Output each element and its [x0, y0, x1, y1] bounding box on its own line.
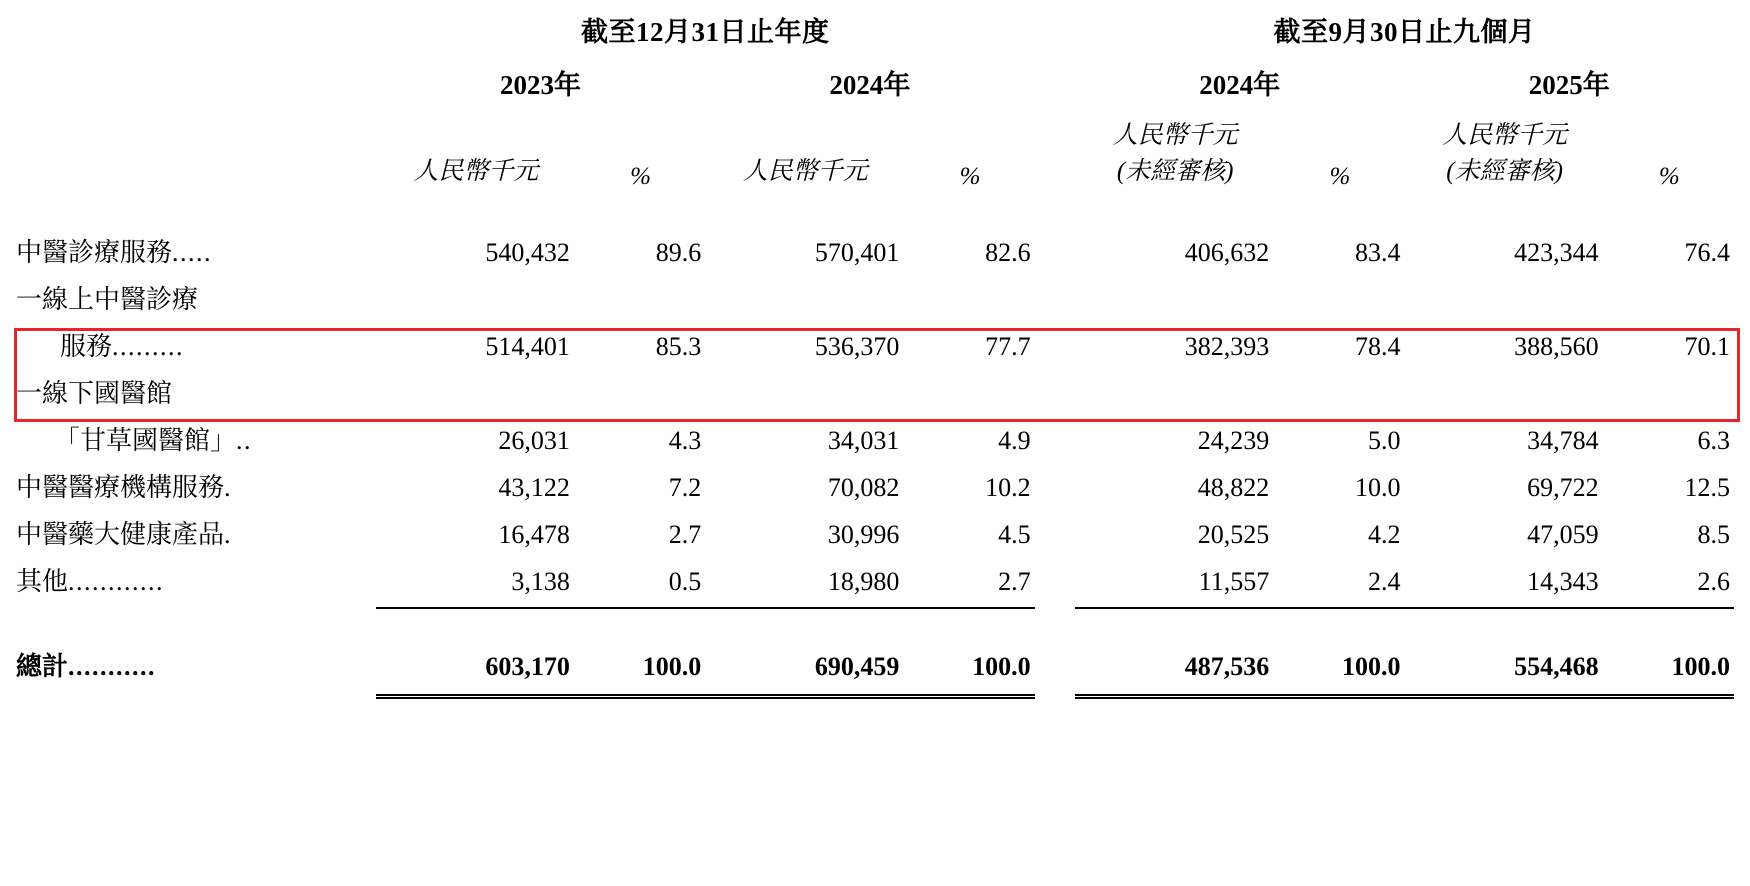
row-value: 20,525: [1197, 519, 1270, 549]
row-gap: [1035, 554, 1075, 601]
total-pct: 100.0: [972, 651, 1031, 681]
row-value: 406,632: [1184, 237, 1270, 267]
row-pct: 5.0: [1368, 425, 1401, 455]
header-pct-2023: %: [630, 162, 651, 190]
header-pct-2024-annual: %: [959, 162, 981, 190]
row-label-dots: ............: [68, 566, 165, 596]
header-unit-2024-annual: [705, 108, 905, 191]
row-value: 34,031: [827, 425, 900, 455]
row-label: [16, 225, 376, 272]
row-value: 514,401: [485, 331, 570, 361]
header-year-2024-nine: 2024年: [1199, 70, 1281, 100]
header-unit-2025-nine-main: 人民幣千元: [1442, 122, 1568, 149]
row-label-text: 一線下國醫館: [16, 378, 173, 408]
header-group-row: [16, 10, 1734, 55]
row-pct: 82.6: [985, 237, 1031, 267]
row-pct: 85.3: [655, 331, 702, 361]
row-pct: 0.5: [668, 566, 702, 596]
row-label-dots: ..: [236, 425, 253, 455]
double-rule-cell: [576, 686, 705, 699]
row-value: 18,980: [827, 566, 900, 596]
row-pct: [1605, 272, 1734, 319]
row-value: 536,370: [814, 331, 900, 361]
row-pct: 83.4: [1355, 237, 1401, 267]
double-rule-gap: [1035, 686, 1075, 699]
row-pct: 4.3: [668, 425, 702, 455]
subtotal-rule-cell: [905, 601, 1034, 609]
total-label-text: 總計: [16, 651, 69, 681]
total-label-dots: ...........: [68, 651, 157, 681]
row-label-dots: .........: [112, 331, 185, 361]
header-unit-2024-nine: [1075, 108, 1275, 191]
row-value: [1405, 366, 1605, 413]
row-gap: [1035, 460, 1075, 507]
row-label-text: 服務: [60, 331, 113, 361]
double-rule-cell: [376, 686, 576, 699]
row-value: [1075, 366, 1275, 413]
header-unit-2025-nine: [1405, 108, 1605, 191]
row-pct: 7.2: [668, 472, 702, 502]
row-pct: [1605, 366, 1734, 413]
header-unit-2024-annual-main: 人民幣千元: [742, 158, 868, 186]
header-year-row: [16, 55, 1734, 108]
subtotal-rule-spacer: [16, 601, 376, 609]
row-value: 16,478: [498, 519, 570, 549]
double-rule-cell: [1405, 686, 1605, 699]
row-label: [16, 460, 376, 507]
total-pct: 100.0: [642, 651, 702, 681]
row-pct: [905, 366, 1034, 413]
table-row: [16, 319, 1734, 366]
header-group-ninemonth: 截至9月30日止九個月: [1273, 17, 1536, 47]
header-unit-row: [16, 108, 1734, 191]
row-value: 540,432: [485, 237, 570, 267]
header-unit-2024-nine-sub: (未經審核): [1116, 158, 1234, 186]
row-label-dots: .: [224, 472, 233, 502]
double-rule-cell: [1275, 686, 1404, 699]
row-value: 423,344: [1514, 237, 1599, 267]
header-year-corner: [16, 55, 376, 108]
row-label-text: 「甘草國醫館」: [54, 425, 237, 455]
row-value: 43,122: [498, 472, 570, 502]
row-label: [16, 319, 376, 366]
total-pct: 100.0: [1671, 651, 1730, 681]
total-value: 487,536: [1184, 651, 1270, 681]
row-value: 11,557: [1198, 566, 1270, 596]
row-value: 70,082: [827, 472, 900, 502]
row-pct: 76.4: [1684, 237, 1730, 267]
subtotal-rule-row: [16, 601, 1734, 609]
double-rule-cell: [905, 686, 1034, 699]
row-label: [16, 507, 376, 554]
row-label-text: 其他: [16, 566, 69, 596]
revenue-breakdown-table: [16, 10, 1734, 699]
row-value: 570,401: [814, 237, 900, 267]
table-row: [16, 460, 1734, 507]
row-pct: 4.2: [1368, 519, 1401, 549]
total-gap: [1035, 639, 1075, 686]
row-pct: [576, 366, 705, 413]
row-value: 48,822: [1197, 472, 1270, 502]
double-rule-cell: [1605, 686, 1734, 699]
row-label-text: 一線上中醫診療: [16, 284, 199, 314]
row-pct: 2.7: [998, 566, 1031, 596]
row-pct: 10.2: [985, 472, 1031, 502]
table-row: [16, 225, 1734, 272]
row-value: [1075, 272, 1275, 319]
header-year-2025-nine: 2025年: [1528, 70, 1610, 100]
table-row: [16, 366, 1734, 413]
header-unit-2023: [376, 108, 576, 191]
row-value: 382,393: [1184, 331, 1270, 361]
row-value: 24,239: [1197, 425, 1270, 455]
row-label-text: 中醫藥大健康產品: [16, 519, 225, 549]
total-label: [16, 639, 376, 686]
row-value: [1405, 272, 1605, 319]
row-pct: [576, 272, 705, 319]
row-value: [376, 272, 576, 319]
row-pct: [1275, 366, 1404, 413]
row-pct: [1275, 272, 1404, 319]
row-value: [376, 366, 576, 413]
subtotal-rule-cell: [1075, 601, 1275, 609]
row-pct: 2.7: [668, 519, 702, 549]
row-pct: 70.1: [1684, 331, 1730, 361]
row-pct: 4.5: [998, 519, 1031, 549]
header-group-annual: 截至12月31日止年度: [580, 17, 830, 47]
double-rule-spacer: [16, 686, 376, 699]
row-pct: 4.9: [998, 425, 1031, 455]
row-pct: 78.4: [1355, 331, 1401, 361]
row-pct: 8.5: [1697, 519, 1730, 549]
row-pct: 12.5: [1684, 472, 1730, 502]
header-pct-2025-nine: %: [1658, 162, 1680, 190]
header-unit-2024-nine-main: 人民幣千元: [1112, 122, 1238, 149]
subtotal-rule-cell: [1275, 601, 1404, 609]
row-value: 69,722: [1527, 472, 1599, 502]
subtotal-rule-gap: [1035, 601, 1075, 609]
subtotal-rule-cell: [376, 601, 576, 609]
subtotal-rule-cell: [1605, 601, 1734, 609]
row-pct: [905, 272, 1034, 319]
row-gap: [1035, 413, 1075, 460]
row-gap: [1035, 507, 1075, 554]
table-row: [16, 272, 1734, 319]
row-value: 30,996: [827, 519, 900, 549]
row-label-text: 中醫醫療機構服務: [16, 472, 225, 502]
header-unit-2023-main: 人民幣千元: [413, 158, 539, 186]
total-value: 554,468: [1514, 651, 1599, 681]
double-rule-cell: [1075, 686, 1275, 699]
row-label: [16, 413, 376, 460]
row-value: 34,784: [1527, 425, 1599, 455]
row-label: [16, 366, 376, 413]
header-body-spacer: [16, 191, 1734, 225]
row-label-dots: .: [224, 519, 233, 549]
total-value: 690,459: [814, 651, 900, 681]
row-label-dots: .....: [172, 237, 213, 267]
row-value: 388,560: [1514, 331, 1599, 361]
header-gap-cell: [1035, 10, 1075, 55]
header-year-2024-annual: 2024年: [829, 70, 911, 100]
row-pct: 89.6: [655, 237, 702, 267]
subtotal-rule-cell: [576, 601, 705, 609]
header-year-gap: [1035, 55, 1075, 108]
double-rule-cell: [705, 686, 905, 699]
total-value: 603,170: [485, 651, 570, 681]
row-pct: 2.6: [1697, 566, 1730, 596]
subtotal-gap-row: [16, 609, 1734, 639]
header-unit-corner: [16, 108, 376, 191]
row-value: 47,059: [1527, 519, 1599, 549]
header-corner-cell: [16, 10, 376, 55]
row-gap: [1035, 272, 1075, 319]
row-pct: 6.3: [1697, 425, 1730, 455]
header-unit-gap: [1035, 108, 1075, 191]
total-pct: 100.0: [1342, 651, 1401, 681]
table-total-row: [16, 639, 1734, 686]
total-double-rule-row: [16, 686, 1734, 699]
row-value: 14,343: [1527, 566, 1599, 596]
row-pct: 2.4: [1368, 566, 1401, 596]
header-pct-2024-nine: %: [1329, 162, 1351, 190]
row-value: 3,138: [511, 566, 570, 596]
row-label: [16, 272, 376, 319]
row-value: 26,031: [498, 425, 570, 455]
row-label: [16, 554, 376, 601]
table-row: [16, 554, 1734, 601]
row-pct: 77.7: [985, 331, 1031, 361]
row-value: [705, 272, 905, 319]
row-value: [705, 366, 905, 413]
subtotal-rule-cell: [705, 601, 905, 609]
financial-table-page: [0, 10, 1750, 886]
row-gap: [1035, 225, 1075, 272]
header-year-2023: 2023年: [499, 70, 581, 100]
table-row: [16, 413, 1734, 460]
header-unit-2025-nine-sub: (未經審核): [1446, 158, 1563, 186]
table-row: [16, 507, 1734, 554]
subtotal-rule-cell: [1405, 601, 1605, 609]
row-gap: [1035, 319, 1075, 366]
row-label-text: 中醫診療服務: [16, 237, 173, 267]
row-pct: 10.0: [1355, 472, 1401, 502]
row-gap: [1035, 366, 1075, 413]
